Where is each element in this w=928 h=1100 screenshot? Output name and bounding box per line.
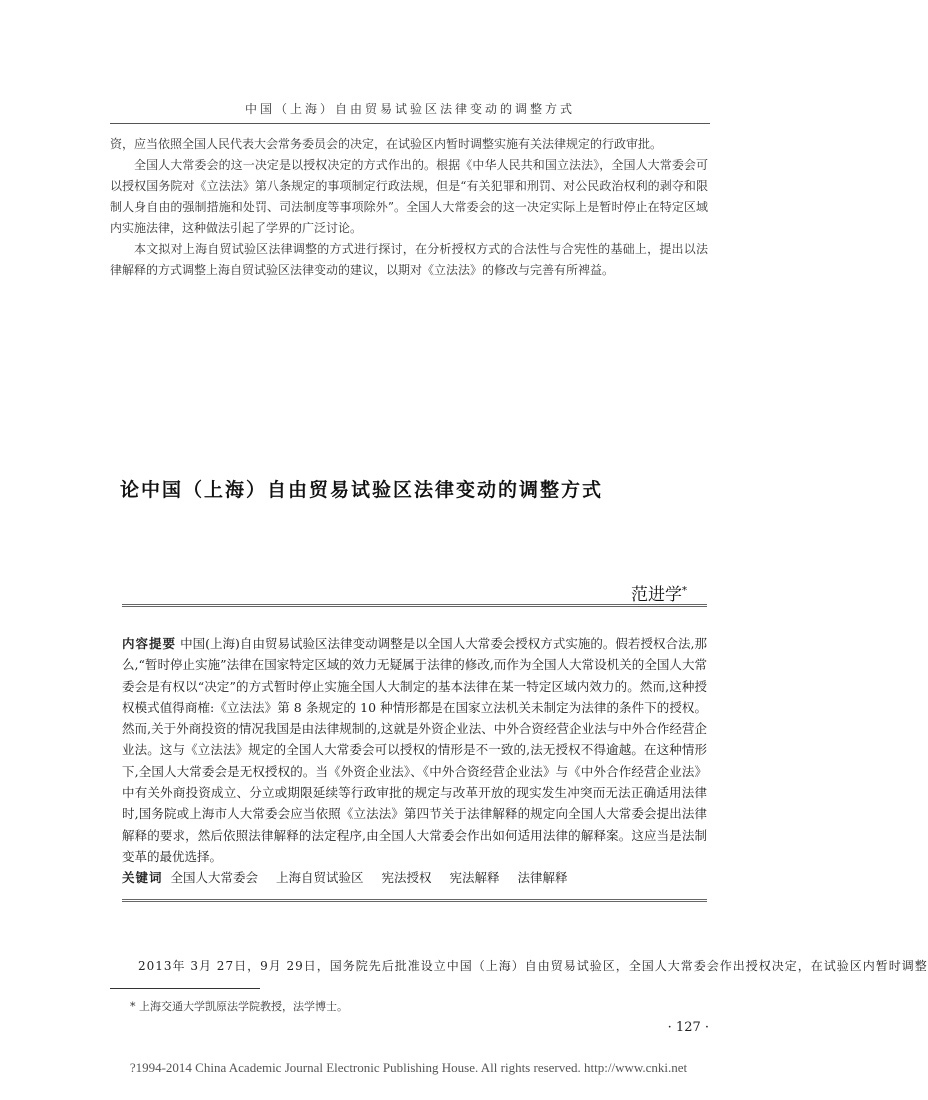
author-text: 范进学 [631, 585, 682, 605]
prev-paragraph-2: 全国人大常委会的这一决定是以授权决定的方式作出的。根据《中华人民共和国立法法》，全国人大常委会可以授权国务院对《立法法》第八条规定的事项制定行政法规，但是“有关犯罪和刑罚、对公民政治权利的剥夺和限制人身自由的强制措施和处罚、司法制度等事项除外”。全国人大常委会的这一决定实际上是暂时停止在特定区域内实施法律，这种做法引起了学界的广泛讨论。 [110, 158, 708, 235]
author-name [631, 580, 687, 605]
copyright-notice: ?1994-2014 China Academic Journal Electronic Publishing House. All rights reserved. http://www.cnki.net [129, 1060, 688, 1075]
keyword: 法律解释 [517, 870, 568, 886]
keyword: 全国人大常委会 [170, 870, 259, 886]
author-footnote-mark: * [682, 585, 687, 597]
body-first-line: 2013年 3月 27日，9月 29日，国务院先后批准设立中国（上海）自由贸易试验区，全国人大常委会作出授权决定，在试验区内暂时调整 [138, 959, 928, 973]
abstract-label: 内容提要 [122, 636, 177, 651]
header-rule [110, 123, 710, 124]
previous-article-text [110, 134, 708, 281]
prev-paragraph-3: 本文拟对上海自贸试验区法律调整的方式进行探讨，在分析授权方式的合法性与合宪性的基础上，提出以法律解释的方式调整上海自贸试验区法律变动的建议，以期对《立法法》的修改与完善有所裨益。 [110, 242, 708, 277]
prev-paragraph-1: 资，应当依照全国人民代表大会常务委员会的决定，在试验区内暂时调整实施有关法律规定的行政审批。 [110, 137, 663, 151]
footnote: * 上海交通大学凯原法学院教授，法学博士。 [130, 1000, 348, 1013]
keyword: 宪法解释 [449, 870, 500, 886]
running-head: 中国（上海）自由贸易试验区法律变动的调整方式 [244, 102, 575, 116]
page-number: · 127 · [667, 1020, 709, 1035]
abstract [122, 633, 707, 867]
keywords [122, 867, 707, 889]
keyword: 上海自贸试验区 [276, 870, 364, 886]
keywords-label: 关键词 [122, 870, 163, 886]
article-title: 论中国（上海）自由贸易试验区法律变动的调整方式 [120, 479, 604, 501]
abstract-box [122, 604, 707, 902]
abstract-text: 中国(上海)自由贸易试验区法律变动调整是以全国人大常委会授权方式实施的。假若授权合法,那么,“暂时停止实施”法律在国家特定区域的效力无疑属于法律的修改,而作为全国人大常设机关的全国人大常委会是有权以“决定”的方式暂时停止实施全国人大制定的基本法律在某一特定区域内效力的。然而,这种授权模式值得商榷:《立法法》第 8 条规定的 10 种情形都是在国家立法机关未制定为法律的条件下的授权。然而,关于外商投资的情况我国是由法律规制的,这就是外资企业法、中外合资经营企业法与中外合作经营企业法。这与《立法法》规定的全国人大常委会可以授权的情形是不一致的,法无授权不得逾越。在这种情形下,全国人大常委会是无权授权的。当《外资企业法》、《中外合资经营企业法》与《中外合作经营企业法》中有关外商投资成立、分立或期限延续等行政审批的规定与改革开放的现实发生冲突而无法正确适用法律时,国务院或上海市人大常委会应当依照《立法法》第四节关于法律解释的规定向全国人大常委会提出法律解释的要求，然后依照法律解释的法定程序,由全国人大常委会作出如何适用法律的解释案。这应当是法制变革的最优选择。 [122, 636, 707, 864]
keyword: 宪法授权 [381, 870, 432, 886]
footnote-rule [110, 988, 260, 989]
